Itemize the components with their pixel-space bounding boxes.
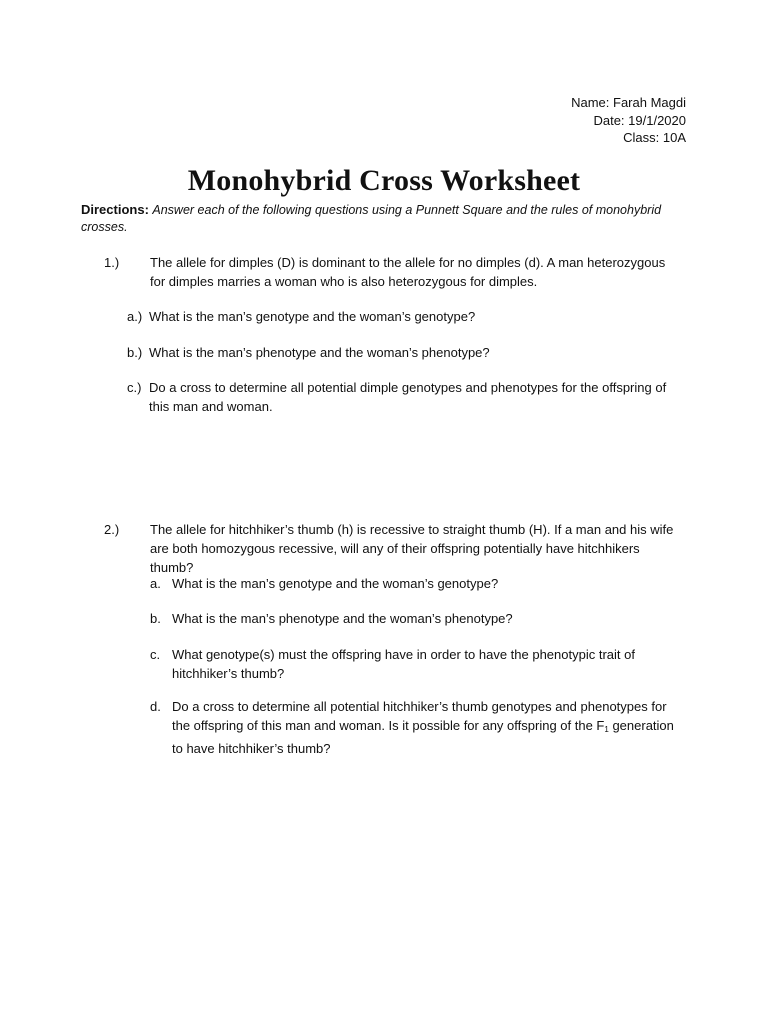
question-1c-marker: c.) — [127, 380, 142, 395]
question-2-text: The allele for hitchhiker’s thumb (h) is recessive to straight thumb (H). If a man and his wife are both homozygous recessive, will any of their offspring potentially have hitchhikers thumb? — [150, 522, 674, 575]
student-info — [571, 94, 686, 147]
directions — [81, 202, 681, 235]
question-1b-marker: b.) — [127, 345, 143, 360]
f1-subscript: 1 — [604, 725, 609, 734]
question-2d-text-before: Do a cross to determine all potential hitchhiker’s thumb genotypes and phenotypes for the offspring of this man and woman. Is it possible for any offspring of the F — [172, 699, 667, 733]
question-2b-marker: b. — [150, 611, 161, 626]
question-1a-text: What is the man’s genotype and the woman’s genotype? — [149, 309, 476, 324]
page-title: Monohybrid Cross Worksheet — [187, 164, 581, 197]
question-2a-text: What is the man’s genotype and the woman’s genotype? — [172, 576, 499, 591]
worksheet-date: Date: 19/1/2020 — [593, 112, 686, 128]
student-name: Name: Farah Magdi — [571, 95, 686, 110]
question-2-number: 2.) — [104, 522, 120, 537]
student-class: Class: 10A — [623, 130, 686, 145]
question-1a-marker: a.) — [127, 309, 143, 324]
question-1-text: The allele for dimples (D) is dominant to the allele for no dimples (d). A man heterozygous for dimples marries a woman who is also heterozygous for dimples. — [150, 255, 666, 289]
question-2b-text: What is the man’s phenotype and the woman’s phenotype? — [172, 611, 513, 626]
question-1-number: 1.) — [104, 255, 120, 270]
question-2d-marker: d. — [150, 699, 161, 714]
question-2d-text-after: generation to have hitchhiker’s thumb? — [172, 718, 674, 756]
question-1c-text: Do a cross to determine all potential dimple genotypes and phenotypes for the offspring of this man and woman. — [149, 380, 667, 414]
directions-label: Directions: — [81, 202, 149, 217]
question-2d-text — [172, 697, 682, 758]
question-1b-text: What is the man’s phenotype and the woman’s phenotype? — [149, 345, 490, 360]
question-2a-marker: a. — [150, 576, 161, 591]
question-2c-marker: c. — [150, 647, 161, 662]
question-2c-text: What genotype(s) must the offspring have in order to have the phenotypic trait of hitchhiker’s thumb? — [172, 647, 635, 681]
directions-text: Answer each of the following questions using a Punnett Square and the rules of monohybrid crosses. — [81, 203, 662, 234]
